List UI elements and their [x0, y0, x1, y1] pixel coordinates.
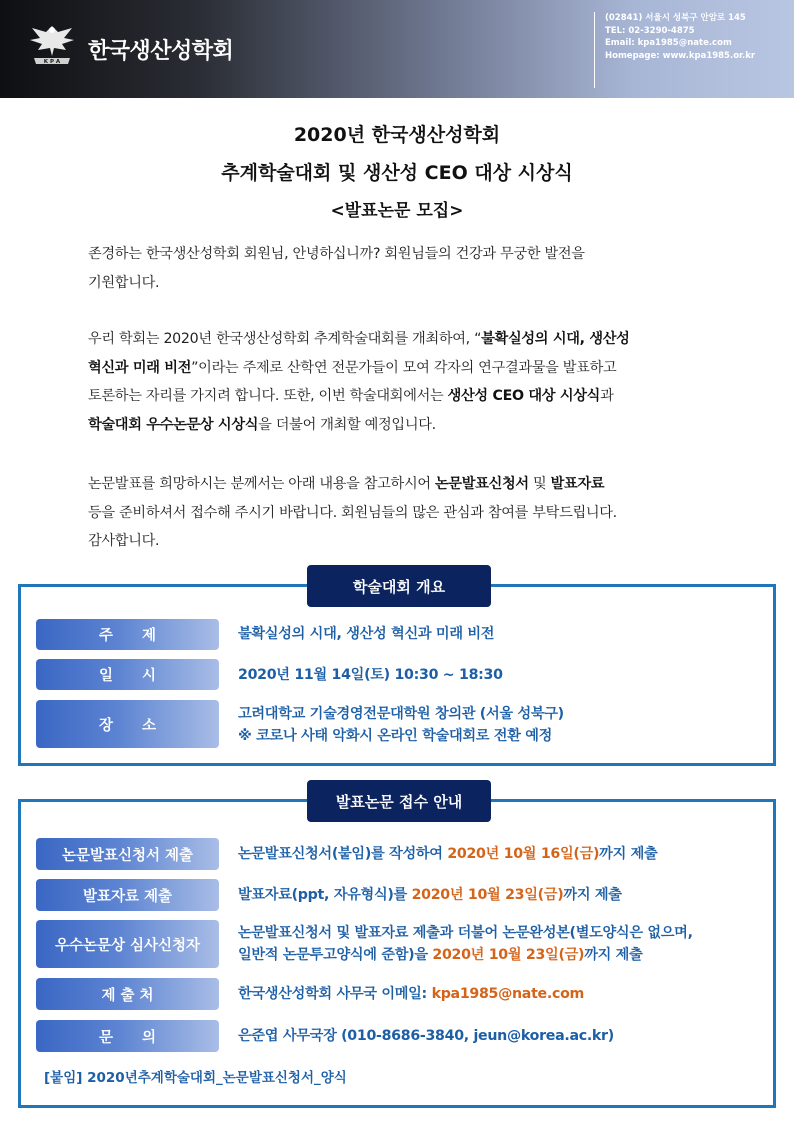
materials-text: 발표자료(ppt, 자유형식)를: [238, 887, 412, 903]
submission-label-inquiry: 문 의: [36, 1020, 219, 1052]
destination-text: 한국생산성학회 사무국 이메일:: [238, 986, 432, 1002]
contact-tel: TEL: 02-3290-4875: [605, 25, 695, 36]
submission-value-application: [238, 843, 778, 865]
request-bold-2: 발표자료: [550, 476, 605, 492]
greeting-paragraph: [88, 240, 728, 297]
submission-value-award: [238, 922, 778, 966]
intro-text-5: 을 더불어 개최할 예정입니다.: [258, 416, 436, 433]
request-paragraph: [88, 470, 728, 556]
overview-label-date: 일 시: [36, 659, 219, 690]
contact-address: (02841) 서울시 성북구 안암로 145: [605, 13, 746, 23]
intro-text-3: 토론하는 자리를 가지려 합니다. 또한, 이번 학술대회에서는: [88, 388, 448, 404]
submission-label-destination: 제 출 처: [36, 978, 219, 1010]
theme-text-1: 불확실성의 시대, 생산성: [481, 331, 630, 347]
overview-value-venue: [238, 703, 778, 747]
request-bold-1: 논문발표신청서: [434, 476, 529, 492]
contact-homepage[interactable]: Homepage: www.kpa1985.or.kr: [605, 50, 756, 61]
intro-text-2: ”이라는 주제로 산학연 전문가들이 모여 각자의 연구결과물을 발표하고: [191, 359, 617, 376]
destination-email-link[interactable]: kpa1985@nate.com: [431, 986, 585, 1002]
closing-text: 감사합니다.: [88, 533, 160, 549]
page-header: [0, 0, 794, 98]
award-text-1: 생산성 CEO 대상 시상식: [447, 388, 601, 404]
title-line-2: 추계학술대회 및 생산성 CEO 대상 시상식: [221, 162, 573, 184]
overview-label-theme: 주 제: [36, 619, 219, 650]
theme-text-2: 혁신과 미래 비전: [88, 359, 192, 376]
submission-value-inquiry: 은준엽 사무국장 (010-8686-3840, jeun@korea.ac.kr): [238, 1028, 614, 1044]
contact-email[interactable]: Email: kpa1985@nate.com: [605, 38, 732, 48]
submission-label-materials: 발표자료 제출: [36, 879, 219, 911]
overview-label-venue: 장 소: [36, 700, 219, 748]
title-line-3: <발표논문 모집>: [330, 201, 464, 221]
materials-deadline: 2020년 10월 23일(금): [411, 887, 564, 903]
request-text-2: 등을 준비하셔서 접수해 주시기 바랍니다. 회원님들의 많은 관심과 참여를 부탁드립니다.: [88, 504, 617, 521]
intro-paragraph: [88, 325, 728, 439]
application-text: 논문발표신청서(붙임)를 작성하여: [238, 846, 448, 862]
request-and: 및: [528, 476, 551, 492]
intro-text-1: 우리 학회는 2020년 한국생산성학회 추계학술대회를 개최하여, “: [88, 331, 482, 347]
overview-section-tag: 학술대회 개요: [307, 565, 491, 607]
overview-value-date: 2020년 11월 14일(토) 10:30 ~ 18:30: [238, 667, 503, 683]
submission-value-destination: [238, 983, 778, 1005]
contact-info: [594, 12, 755, 88]
title-line-1: 2020년 한국생산성학회: [293, 124, 501, 146]
submission-section-tag: 발표논문 접수 안내: [307, 780, 491, 822]
submission-value-materials: [238, 884, 778, 906]
attachment-link[interactable]: [붙임] 2020년추계학술대회_논문발표신청서_양식: [44, 1070, 347, 1086]
venue-note: ※ 코로나 사태 악화시 온라인 학술대회로 전환 예정: [238, 728, 553, 744]
overview-value-theme: 불확실성의 시대, 생산성 혁신과 미래 비전: [238, 626, 495, 642]
award-suffix: 까지 제출: [584, 947, 643, 963]
svg-text:K P A: K P A: [43, 59, 61, 65]
award-deadline: 2020년 10월 23일(금): [432, 947, 585, 963]
award-text-line-1: 논문발표신청서 및 발표자료 제출과 더불어 논문완성본(별도양식은 없으며,: [238, 925, 693, 941]
application-suffix: 까지 제출: [599, 846, 658, 862]
application-deadline: 2020년 10월 16일(금): [447, 846, 600, 862]
submission-label-application: 논문발표신청서 제출: [36, 838, 219, 870]
intro-text-4: 과: [600, 388, 614, 404]
award-text-2: 학술대회 우수논문상 시상식: [88, 416, 259, 433]
venue-text: 고려대학교 기술경영전문대학원 창의관 (서울 성북구): [238, 706, 564, 722]
award-text-line-2: 일반적 논문투고양식에 준함)을: [238, 947, 433, 963]
brand-name: 한국생산성학회: [88, 39, 234, 64]
greeting-line-1: 존경하는 한국생산성학회 회원님, 안녕하십니까? 회원님들의 건강과 무궁한 발전을: [88, 246, 585, 262]
greeting-line-2: 기원합니다.: [88, 274, 160, 291]
request-text-1: 논문발표를 희망하시는 분께서는 아래 내용을 참고하시어: [88, 476, 435, 492]
eagle-logo-icon: [24, 18, 80, 74]
submission-label-award: 우수논문상 심사신청자: [36, 920, 219, 968]
materials-suffix: 까지 제출: [563, 887, 622, 903]
